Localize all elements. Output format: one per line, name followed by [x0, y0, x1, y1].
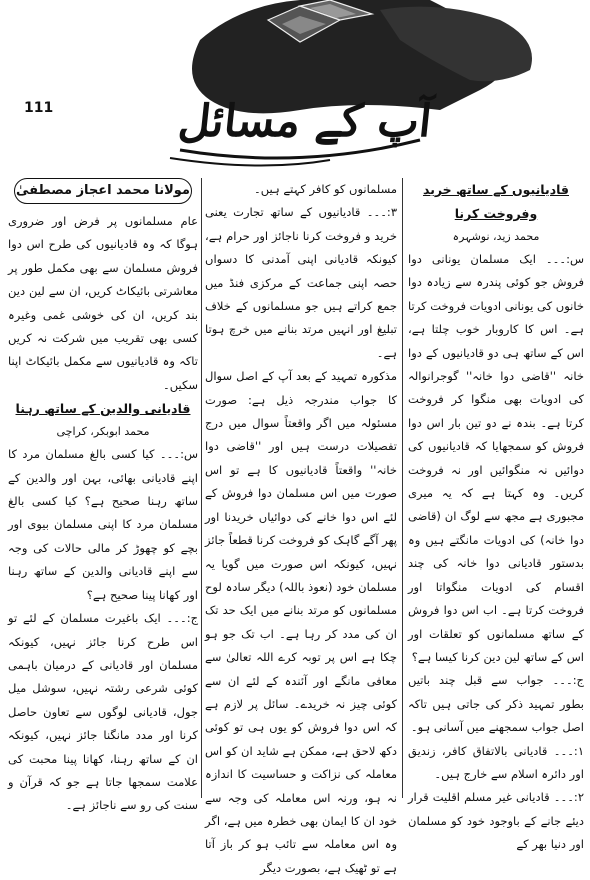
- answer-paragraph: ج:۔۔۔ جواب سے قبل چند باتیں بطور تمہید ذکر کی جاتی ہیں تاکہ اصل جواب سمجھنے میں آسانی ہو۔: [408, 673, 584, 735]
- column-divider: [201, 178, 202, 798]
- byline-parents: محمد ابوبکر، کراچی: [56, 425, 150, 439]
- column-divider: [402, 178, 403, 798]
- section-title-trade: قادیانیوں کے ساتھ خرید وفروخت کرنا: [422, 182, 569, 221]
- byline-trade: محمد زید، نوشہرہ: [452, 230, 540, 243]
- column-left: [8, 178, 198, 818]
- column-middle: [205, 178, 397, 880]
- continued-paragraph: مسلمانوں کو کافر کہتے ہیں۔: [254, 182, 397, 196]
- column-right: [408, 178, 584, 857]
- answer-paragraph: ج:۔۔۔ ایک باغیرت مسلمان کے لئے تو اس طرح کرنا جائز نہیں، کیونکہ مسلمان اور قادیانی کے درمیان باہمی کوئی شرعی رشتہ نہیں، سوشل میل جول، قادیانی لوگوں سے تعاون حاصل کرنا اور مدد مانگنا جائز نہیں، کیونکہ ان کے ساتھ رہنا، کھانا پینا محبت کی علامت سمجھا جاتا ہے جو کہ قرآن و سنت کی رو سے ناجائز ہے۔: [8, 611, 198, 813]
- point-paragraph: ۱:۔۔۔ قادیانی بالاتفاق کافر، زندیق اور دائرہ اسلام سے خارج ہیں۔: [408, 743, 584, 781]
- page-header: [0, 0, 590, 170]
- point-paragraph: ۲:۔۔۔ قادیانی غیر مسلم اقلیت قرار دیئے جانے کے باوجود خود کو مسلمان اور دنیا بھر کے: [408, 790, 584, 852]
- section-title-parents: قادیانی والدین کے ساتھ رہنا: [15, 401, 191, 417]
- question-paragraph: س:۔۔۔ ایک مسلمان یونانی دوا فروش جو کوئی پندرہ سے زیادہ دوا خانوں کی یونانی ادویات فروخت کرتا ہے۔ اس کا کاروبار خوب چلتا ہے، اس کے ساتھ ہی دو قادیانیوں کے دوا خانہ ''قاضی دوا خانہ'' گوجرانوالہ کی ادویات بھی منگوا کر فروخت کرتا ہے۔ بندہ نے دو تین بار اس دوا فروش کو سمجھایا کہ قادیانیوں کی دوائیں نہ منگوائیں اور نہ فروخت کریں۔ وہ کہتا ہے کہ یہ میری مجبوری ہے مجھ سے لوگ ان (قاضی دوا خانہ) کی ادویات مانگتے ہیں وہ بدستور قادیانی دوا خانہ کی چند اقسام کی ادویات منگواتا اور فروخت کرتا ہے۔ اب اس دوا فروش کے ساتھ مسلمانوں کو تعلقات اور اس کے ساتھ لین دین کرنا کیسا ہے؟: [408, 252, 584, 664]
- point-paragraph: ۳:۔۔۔ قادیانیوں کے ساتھ تجارت یعنی خرید و فروخت کرنا ناجائز اور حرام ہے، کیونکہ قادیانی اپنی آمدنی کا دسواں حصہ اپنی جماعت کے مرکزی فنڈ میں جمع کراتے ہیں جو مسلمانوں کے خلاف تبلیغ اور انہیں مرتد بنانے میں خرچ ہوتا ہے۔: [205, 205, 397, 360]
- continued-paragraph: عام مسلمانوں پر فرض اور ضروری ہوگا کہ وہ قادیانیوں کی طرح اس دوا فروش مسلمان سے بھی مکمل طور پر معاشرتی بائیکاٹ کریں، ان سے لین دین بند کریں، ان کی خوشی غمی وغیرہ کسی بھی تقریب میں شرکت نہ کریں تاکہ وہ قادیانیوں سے مکمل بائیکاٹ اپنا سکیں۔: [8, 214, 198, 392]
- answer-paragraph: مذکورہ تمہید کے بعد آپ کے اصل سوال کا جواب مندرجہ ذیل ہے: صورت مسئولہ میں اگر واقعتاً سوال میں درج تفصیلات درست ہیں اور ''قاضی دوا خانہ'' واقعتاً قادیانیوں کا ہے تو اس صورت میں اس مسلمان دوا فروش کے لئے اس دوا خانے کی دوائیاں خریدنا اور پھر آگے گاہک کو فروخت کرنا قطعاً جائز نہیں، کیونکہ اس صورت میں گویا یہ مسلمان خود (نعوذ باللہ) دیگر سادہ لوح مسلمانوں کو مرتد بنانے میں ایک حد تک ان کی مدد کر رہا ہے۔ اب تک جو ہو چکا ہے اس پر توبہ کرے اللہ تعالیٰ سے معافی مانگے اور آئندہ کے لئے ان سے کوئی چیز نہ خریدے۔ سائل پر لازم ہے کہ اس دوا فروش کو یوں ہی تو کوئی دکھ لاحق ہے، ممکن ہے شاید ان کو اس معاملہ کی نزاکت و حساسیت کا اندازہ نہ ہو، ورنہ اس معاملہ کی وجہ سے خود ان کا ایمان بھی خطرہ میں ہے، اگر وہ اس معاملہ سے تائب ہو کر باز آتا ہے تو ٹھیک ہے، بصورت دیگر: [205, 369, 397, 875]
- page-marker: 111: [24, 100, 54, 116]
- page-title: آپ کے مسائل: [175, 96, 435, 147]
- author-name-box: مولانا محمد اعجاز مصطفیٰ: [14, 178, 192, 204]
- question-paragraph: س:۔۔۔ کیا کسی بالغ مسلمان مرد کا اپنے قادیانی بھائی، بہن اور والدین کے ساتھ رہنا صحیح ہے؟ کیا کسی بالغ مسلمان مرد کا اپنی مسلمان بیوی اور بچے کو چھوڑ کر مالی حالات کی وجہ سے اپنے قادیانی والدین کے ساتھ رہنا اور کھانا پینا صحیح ہے؟: [8, 447, 198, 602]
